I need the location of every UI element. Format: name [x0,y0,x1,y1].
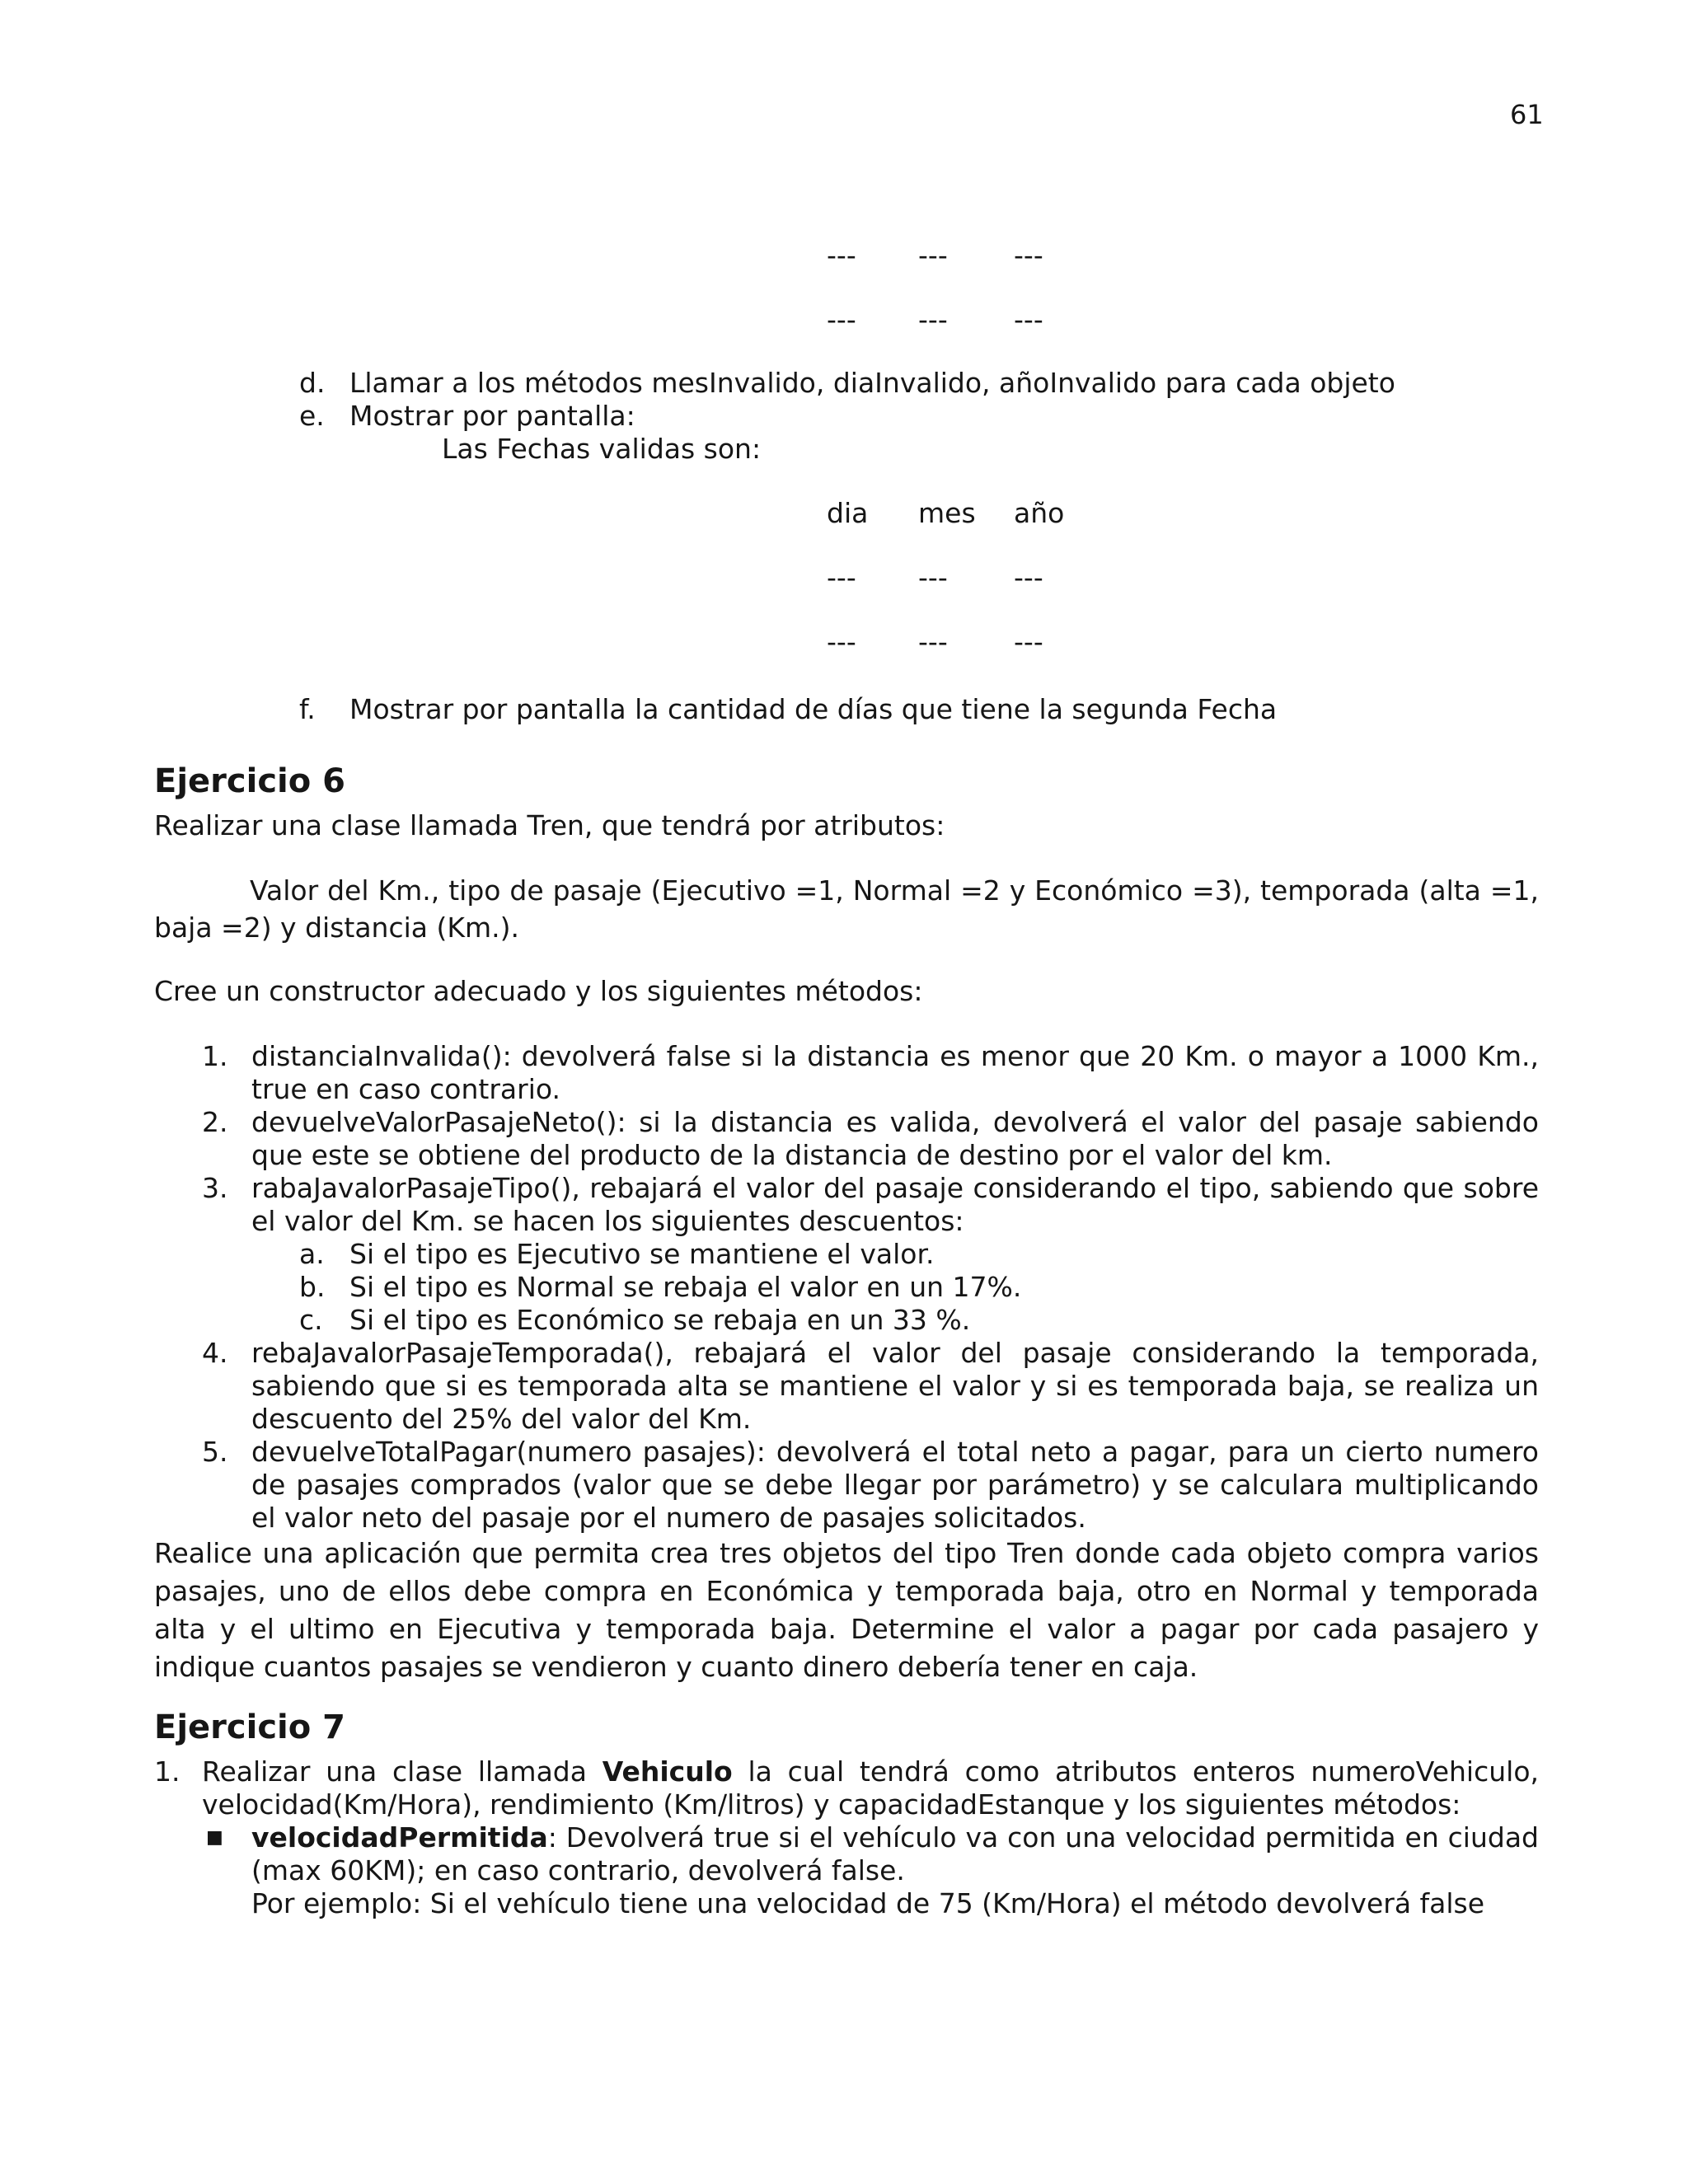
method-number: 5. [202,1436,228,1468]
bullet-icon: ■ [206,1827,223,1848]
discount-c-text: Si el tipo es Económico se rebaja en un 33 %. [349,1304,971,1336]
table-cell: --- [827,626,856,658]
velocidad-permitida-text [251,1821,1539,1887]
ejercicio-7-heading: Ejercicio 7 [154,1708,345,1746]
table-cell: --- [1014,239,1043,271]
table-cell: --- [827,239,856,271]
discount-letter: c. [299,1304,323,1336]
list-letter-d: d. [299,367,326,399]
list-letter-e: e. [299,400,325,432]
table-cell: --- [918,239,948,271]
method-number: 3. [202,1172,228,1204]
table-cell: --- [827,303,856,335]
discount-letter: b. [299,1271,326,1303]
method-name-velocidad-permitida: velocidadPermitida [251,1821,548,1854]
page-number: 61 [1510,99,1544,130]
discount-a-text: Si el tipo es Ejecutivo se mantiene el valor. [349,1238,935,1270]
method-1-text: distanciaInvalida(): devolverá false si la distancia es menor que 20 Km. o mayor a 1000 Km., true en caso contrario. [251,1040,1539,1105]
list-letter-f: f. [299,693,316,725]
method-3-text: rabaJavalorPasajeTipo(), rebajará el valor del pasaje considerando el tipo, sabiendo que sobre el valor del Km. se hacen los siguientes descuentos: [251,1172,1539,1237]
item-e-text: Mostrar por pantalla: [349,400,635,432]
table-header-row [827,497,1074,530]
ejercicio-6-heading: Ejercicio 6 [154,762,345,800]
table-cell: --- [827,561,856,593]
ej7-example: Por ejemplo: Si el vehículo tiene una velocidad de 75 (Km/Hora) el método devolverá false [251,1887,1485,1919]
table-cell: --- [1014,626,1043,658]
column-header: dia [827,497,869,529]
table-row [827,303,1074,336]
ej6-intro: Realizar una clase llamada Tren, que tendrá por atributos: [154,809,945,841]
table-cell: --- [918,561,948,593]
method-5-text: devuelveTotalPagar(numero pasajes): devolverá el total neto a pagar, para un cierto numero de pasajes comprados (valor que se debe llegar por parámetro) y se calculara multiplicando el valor neto del pasaje por el numero de pasajes solicitados. [251,1436,1539,1534]
item-d-text: Llamar a los métodos mesInvalido, diaInvalido, añoInvalido para cada objeto [349,367,1395,399]
method-number: 2. [202,1106,228,1138]
table-cell: --- [1014,561,1043,593]
ej6-attributes: Valor del Km., tipo de pasaje (Ejecutivo =1, Normal =2 y Económico =3), temporada (alta =1, baja =2) y distancia (Km.). [154,874,1539,944]
table-cell: --- [918,303,948,335]
table-row [827,239,1074,272]
table-row [827,626,1074,658]
method-2-text: devuelveValorPasajeNeto(): si la distancia es valida, devolverá el valor del pasaje sabiendo que este se obtiene del producto de la distancia de destino por el valor del km. [251,1106,1539,1171]
table-row [827,561,1074,594]
discount-b-text: Si el tipo es Normal se rebaja el valor en un 17%. [349,1271,1022,1303]
column-header: mes [918,497,976,529]
ej7-item-post: la cual tendrá como atributos enteros numeroVehiculo, velocidad(Km/Hora), rendimiento (Km/litros) y capacidadEstanque y los siguientes métodos: [202,1755,1540,1821]
discount-letter: a. [299,1238,325,1270]
table-cell: --- [918,626,948,658]
ej7-item-pre: Realizar una clase llamada [202,1755,603,1788]
column-header: año [1014,497,1065,529]
ej6-constructor-line: Cree un constructor adecuado y los siguientes métodos: [154,975,923,1007]
method-4-text: rebaJavalorPasajeTemporada(), rebajará el valor del pasaje considerando la temporada, sabiendo que si es temporada alta se mantiene el valor y si es temporada baja, se realiza un descuento del 25% del valor del Km. [251,1337,1539,1435]
velocidad-permitida-description: : Devolverá true si el vehículo va con una velocidad permitida en ciudad (max 60KM); en caso contrario, devolverá false. [251,1821,1539,1886]
method-number: 4. [202,1337,228,1369]
item-e-subtext: Las Fechas validas son: [442,433,762,465]
method-number: 1. [202,1040,228,1072]
class-name-vehiculo: Vehiculo [602,1755,733,1788]
ej7-item-number: 1. [154,1755,181,1788]
ej7-item-text [202,1755,1539,1821]
item-f-text: Mostrar por pantalla la cantidad de días que tiene la segunda Fecha [349,693,1278,725]
table-cell: --- [1014,303,1043,335]
ej6-application-paragraph: Realice una aplicación que permita crea tres objetos del tipo Tren donde cada objeto compra varios pasajes, uno de ellos debe compra en Económica y temporada baja, otro en Normal y temporada alta y el ultimo en Ejecutiva y temporada baja. Determine el valor a pagar por cada pasajero y indique cuantos pasajes se vendieron y cuanto dinero debería tener en caja. [154,1537,1539,1683]
